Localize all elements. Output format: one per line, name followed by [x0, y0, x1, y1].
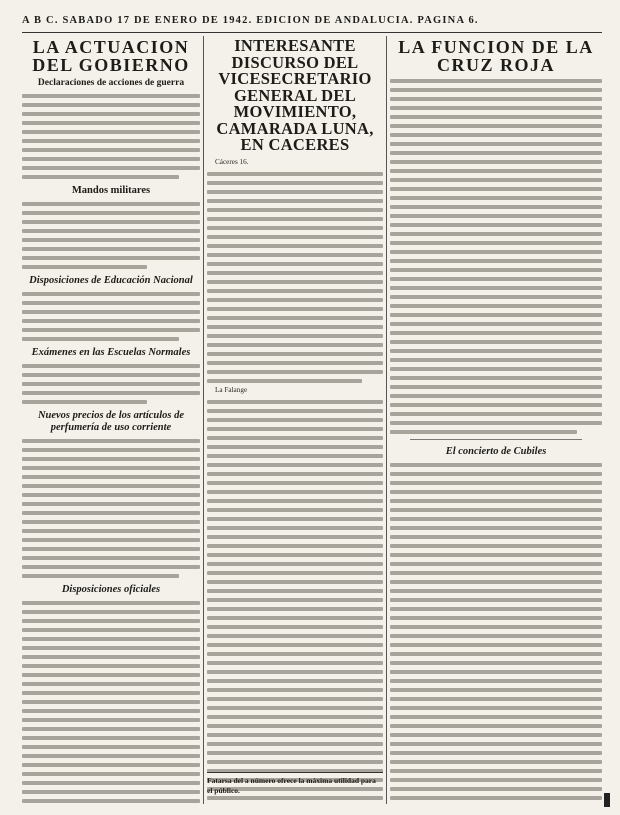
margin-mark — [604, 793, 610, 807]
text-block — [22, 601, 200, 804]
deck-guerra: Declaraciones de acciones de guerra — [37, 78, 185, 88]
article-body — [207, 386, 383, 395]
bottom-notice: Fatarsa del a número ofrece la máxima utilidad para el público. — [207, 772, 383, 808]
subhead-concierto: El concierto de Cubiles — [445, 446, 547, 457]
text-block — [22, 292, 200, 341]
dateline: Cáceres 16. — [215, 157, 249, 166]
text-block — [390, 463, 602, 804]
text-block — [22, 439, 200, 578]
subhead-mandos: Mandos militares — [71, 184, 151, 196]
text-block — [207, 172, 383, 383]
headline-gobierno: LA ACTUACION DEL GOBIERNO — [32, 37, 190, 75]
text-block — [390, 79, 602, 434]
column-2 — [207, 36, 383, 804]
subhead-perfumeria: Nuevos precios de los artículos de perfumería de uso corriente — [37, 410, 185, 434]
text-block — [22, 202, 200, 269]
subhead-educacion: Disposiciones de Educación Nacional — [29, 274, 193, 286]
masthead: A B C. SABADO 17 DE ENERO DE 1942. EDICION DE ANDALUCIA. PAGINA 6. — [22, 10, 602, 33]
column-3 — [390, 36, 602, 804]
column-1 — [22, 36, 200, 804]
article-body — [207, 158, 383, 167]
headline-discurso: INTERESANTE DISCURSO DEL VICESECRETARIO GENERAL DEL MOVIMIENTO, CAMARADA LUNA, EN CACERES — [216, 36, 374, 154]
paragraph-lead: La Falange — [215, 385, 248, 394]
text-block — [207, 400, 383, 805]
subhead-disposiciones: Disposiciones oficiales — [61, 584, 161, 596]
column-rule-1 — [203, 36, 204, 804]
text-block — [22, 94, 200, 179]
divider — [410, 439, 582, 440]
subhead-examenes: Exámenes en las Escuelas Normales — [31, 347, 191, 359]
headline-cruz-roja: LA FUNCION DE LA CRUZ ROJA — [398, 37, 594, 75]
text-block — [22, 364, 200, 404]
column-rule-2 — [386, 36, 387, 804]
